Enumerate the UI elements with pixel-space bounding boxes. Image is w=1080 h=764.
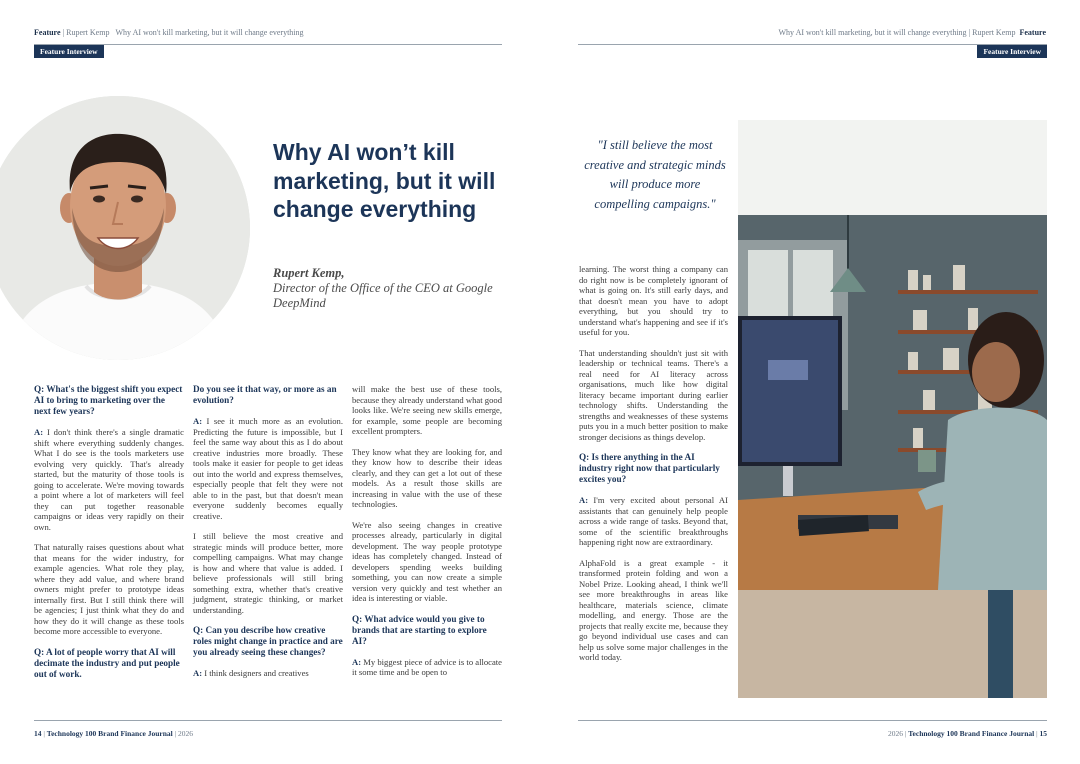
section-label: Feature	[1019, 28, 1046, 37]
separator: |	[968, 28, 971, 37]
separator: |	[62, 28, 65, 37]
text-column-1	[34, 384, 184, 690]
running-head-left	[34, 28, 304, 37]
answer: A: I see it much more as an evolution. Predicting the future is impossible, but I feel the same way about this as I do about creative industries more broadly. These tools make it easier for people to get ideas out into the world and express themselves, especially people that felt they were not able to in the past, but that doesn't mean everyone suddenly becomes equally creative.	[193, 416, 343, 521]
feature-interview-tag: Feature Interview	[34, 45, 104, 58]
page-number: 15	[1039, 729, 1047, 738]
running-head-author: Rupert Kemp	[972, 28, 1016, 37]
header-rule	[34, 44, 502, 45]
byline	[273, 266, 503, 311]
running-head-author: Rupert Kemp	[66, 28, 110, 37]
feature-interview-tag: Feature Interview	[977, 45, 1047, 58]
text-column-3	[352, 384, 502, 688]
running-head-title: Why AI won't kill marketing, but it will change everything	[115, 28, 304, 37]
paragraph: learning. The worst thing a company can do right now is be completely ignorant of what is going on. It's still early days, and that doesn't mean you have to adopt everything, but you should try to understand what's happening and see if it's useful for you.	[579, 264, 728, 337]
answer: A: My biggest piece of advice is to allocate it some time and be open to	[352, 656, 502, 677]
answer: A: I think designers and creatives	[193, 668, 309, 678]
footer-left: 14 | Technology 100 Brand Finance Journal | 2026	[34, 729, 194, 738]
article-headline: Why AI won’t kill marketing, but it will change everything	[273, 139, 496, 222]
paragraph: That naturally raises questions about what that means for the wider industry, for example agencies. What role they play, where they add value, and where brand owners might prefer to prototype ideas internally first. But I still think there will be agencies; I just think what they do and how they do it will change as these tools become more accessible to everyone.	[34, 542, 184, 636]
paragraph: We're also seeing changes in creative processes already, particularly in digital development. The way people prototype ideas has completely changed. Instead of developers spending weeks building something, you can now create a simple version very quickly and test whether an idea is interesting or viable.	[352, 519, 502, 603]
question: Q: A lot of people worry that AI will decimate the industry and put people out of work.	[34, 646, 180, 679]
section-label: Feature	[34, 28, 61, 37]
footer-rule	[578, 720, 1047, 721]
footer-year: 2026	[887, 729, 903, 738]
question: Q: What's the biggest shift you expect AI to bring to marketing over the next few years?	[34, 384, 183, 416]
page-number: 14	[34, 729, 42, 738]
text-column-2	[193, 384, 343, 689]
author-portrait	[0, 96, 250, 360]
pull-quote: "I still believe the most creative and strategic minds will produce more compelling campaigns."	[584, 138, 726, 211]
answer: A: I'm very excited about personal AI assistants that can genuinely help people across a wide range of tasks. Beyond that, some of the scientific breakthroughs happening right now are extraordinary.	[579, 495, 728, 547]
paragraph: I still believe the most creative and strategic minds will produce better, more compelling campaigns. What may change is how and where that value is added. I believe professionals will still bring something extra, whether that's creative judgment, strategic thinking, or market understanding.	[193, 531, 343, 615]
office-photo	[738, 120, 1047, 698]
footer-year: 2026	[178, 729, 194, 738]
paragraph: will make the best use of these tools, because they already understand what good looks like. We're seeing new skills emerge, for example, some people are becoming excellent prompters.	[352, 384, 502, 436]
question: Do you see it that way, or more as an evolution?	[193, 384, 337, 405]
question: Q: Can you describe how creative roles might change in practice and are you already seeing these changes?	[193, 625, 343, 657]
question: Q: Is there anything in the AI industry right now that particularly excites you?	[579, 452, 720, 484]
paragraph: AlphaFold is a great example - it transformed protein folding and won a Nobel Prize. Looking ahead, I think we'll see more breakthroughs in areas like healthcare, materials science, climate modelling, and energy. Those are the projects that really excite me, because they go beyond individual use cases and can help us solve some major challenges in the world today.	[579, 557, 728, 662]
footer-right: 2026 | Technology 100 Brand Finance Journal | 15	[887, 729, 1047, 738]
paragraph: That understanding shouldn't just sit with leadership or technical teams. There's a real need for AI literacy across organisations, much like how digital literacy became important during earlier technology shifts. Understanding the strengths and weaknesses of these systems puts you in a much better position to make stronger decisions as things develop.	[579, 347, 728, 442]
question: Q: What advice would you give to brands that are starting to explore AI?	[352, 613, 487, 646]
footer-rule	[34, 720, 502, 721]
text-column-4	[579, 264, 728, 673]
author-role: Director of the Office of the CEO at Google DeepMind	[273, 281, 493, 310]
running-head-title: Why AI won't kill marketing, but it will change everything	[778, 28, 967, 37]
journal-name: Technology 100 Brand Finance Journal	[908, 729, 1035, 738]
journal-name: Technology 100 Brand Finance Journal	[46, 729, 173, 738]
author-name: Rupert Kemp,	[273, 266, 345, 280]
answer: A: I don't think there's a single dramatic shift where everything suddenly changes. What I do see is the tools marketers use evolving very quickly. That's already started, but the maturity of those tools is going to accelerate. We're moving towards a point where a lot of marketers will feel they can put together reasonable campaigns or ideas very rapidly on their own.	[34, 427, 184, 532]
paragraph: They know what they are looking for, and they know how to describe their ideas clearly, and they can get a lot out of these models. As a result those skills are increasing in value with the use of these technologies.	[352, 446, 502, 509]
running-head-right	[778, 28, 1046, 37]
